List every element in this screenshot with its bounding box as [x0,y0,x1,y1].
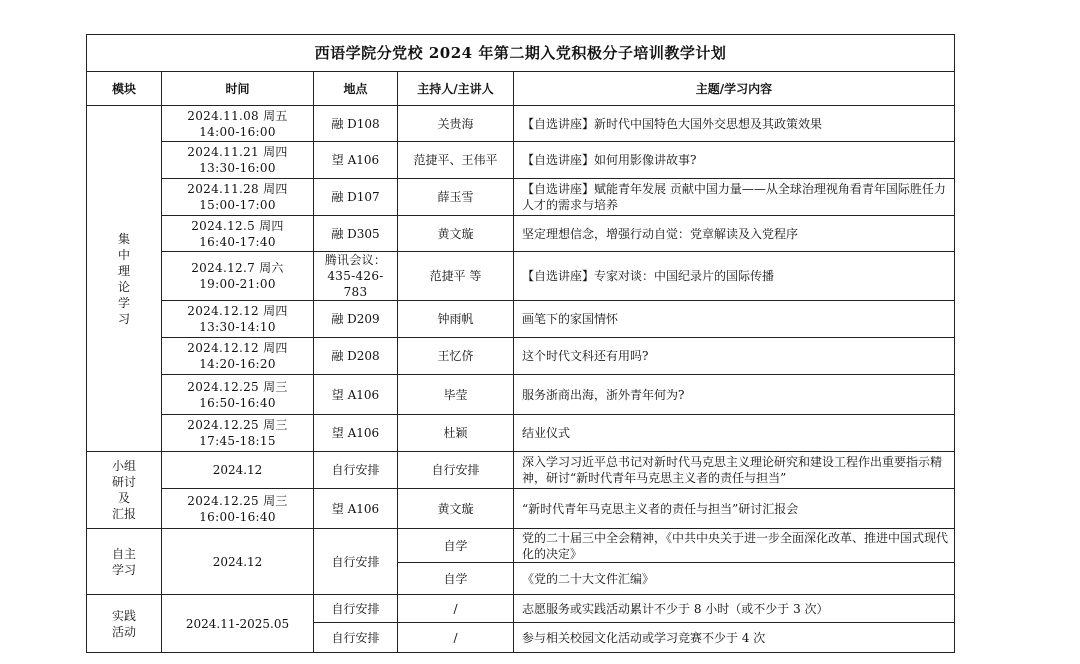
time-cell: 2024.12.25 周三 16:00-16:40 [162,489,314,529]
topic-cell: 深入学习习近平总书记对新时代马克思主义理论研究和建设工程作出重要指示精神，研讨“新时代青年马克思主义者的责任与担当” [514,452,955,489]
table-row [87,452,955,489]
table-row [87,216,955,252]
module-practice-activities: 实践 活动 [87,595,162,653]
table-row [87,338,955,375]
host-cell: 关贵海 [398,106,514,142]
header-time: 时间 [162,72,314,106]
time-cell: 2024.11.28 周四 15:00-17:00 [162,179,314,216]
topic-cell: 服务浙商出海，浙外青年何为? [514,375,955,415]
table-row [87,489,955,529]
host-cell: 自学 [398,529,514,563]
header-host: 主持人/主讲人 [398,72,514,106]
time-cell: 2024.11-2025.05 [162,595,314,653]
topic-cell: 这个时代文科还有用吗? [514,338,955,375]
table-row [87,529,955,563]
module-focused-theory-study: 集 中 理 论 学 习 [87,106,162,452]
topic-cell: 坚定理想信念，增强行动自觉：党章解读及入党程序 [514,216,955,252]
teaching-plan-table [86,34,955,653]
place-cell: 融 D305 [314,216,398,252]
topic-cell: 【自选讲座】赋能青年发展 贡献中国力量——从全球治理视角看青年国际胜任力人才的需求与培养 [514,179,955,216]
topic-cell: 结业仪式 [514,415,955,452]
table-row [87,595,955,623]
place-cell: 融 D209 [314,301,398,338]
place-cell: 自行安排 [314,623,398,653]
time-cell: 2024.11.21 周四 13:30-16:00 [162,142,314,179]
place-cell: 融 D107 [314,179,398,216]
teaching-plan-document [86,34,954,653]
table-row [87,375,955,415]
host-cell: / [398,623,514,653]
time-cell: 2024.11.08 周五 14:00-16:00 [162,106,314,142]
table-row [87,106,955,142]
topic-cell: 画笔下的家国情怀 [514,301,955,338]
header-place: 地点 [314,72,398,106]
topic-cell: 【自选讲座】如何用影像讲故事? [514,142,955,179]
topic-cell: 志愿服务或实践活动累计不少于 8 小时（或不少于 3 次） [514,595,955,623]
host-cell: 自学 [398,563,514,595]
place-cell: 望 A106 [314,142,398,179]
place-cell: 自行安排 [314,595,398,623]
table-row [87,252,955,301]
place-cell: 腾讯会议： 435-426-783 [314,252,398,301]
table-row [87,142,955,179]
place-cell: 融 D208 [314,338,398,375]
host-cell: 杜颖 [398,415,514,452]
page-title: 西语学院分党校 2024 年第二期入党积极分子培训教学计划 [87,35,955,72]
table-row [87,179,955,216]
time-cell: 2024.12.12 周四 13:30-14:10 [162,301,314,338]
host-cell: 毕莹 [398,375,514,415]
host-cell: 薛玉雪 [398,179,514,216]
host-cell: 范捷平、王伟平 [398,142,514,179]
header-topic: 主题/学习内容 [514,72,955,106]
topic-cell: 党的二十届三中全会精神，《中共中央关于进一步全面深化改革、推进中国式现代化的决定》 [514,529,955,563]
topic-cell: 【自选讲座】专家对谈：中国纪录片的国际传播 [514,252,955,301]
topic-cell: 【自选讲座】新时代中国特色大国外交思想及其政策效果 [514,106,955,142]
title-row [87,35,955,72]
place-cell: 望 A106 [314,415,398,452]
host-cell: 自行安排 [398,452,514,489]
table-row [87,301,955,338]
time-cell: 2024.12.5 周四 16:40-17:40 [162,216,314,252]
module-group-discussion: 小组 研讨 及 汇报 [87,452,162,529]
place-cell: 望 A106 [314,375,398,415]
place-cell: 望 A106 [314,489,398,529]
host-cell: 黄文璇 [398,489,514,529]
host-cell: 王忆侪 [398,338,514,375]
time-cell: 2024.12 [162,529,314,595]
topic-cell: 参与相关校园文化活动或学习竞赛不少于 4 次 [514,623,955,653]
module-self-study: 自主 学习 [87,529,162,595]
time-cell: 2024.12.12 周四 14:20-16:20 [162,338,314,375]
place-cell: 融 D108 [314,106,398,142]
host-cell: 范捷平 等 [398,252,514,301]
host-cell: 钟雨帆 [398,301,514,338]
host-cell: / [398,595,514,623]
time-cell: 2024.12.25 周三 17:45-18:15 [162,415,314,452]
header-module: 模块 [87,72,162,106]
header-row [87,72,955,106]
time-cell: 2024.12.25 周三 16:50-16:40 [162,375,314,415]
place-cell: 自行安排 [314,529,398,595]
time-cell: 2024.12 [162,452,314,489]
topic-cell: 《党的二十大文件汇编》 [514,563,955,595]
time-cell: 2024.12.7 周六 19:00-21:00 [162,252,314,301]
table-row [87,415,955,452]
host-cell: 黄文璇 [398,216,514,252]
place-cell: 自行安排 [314,452,398,489]
topic-cell: “新时代青年马克思主义者的责任与担当”研讨汇报会 [514,489,955,529]
